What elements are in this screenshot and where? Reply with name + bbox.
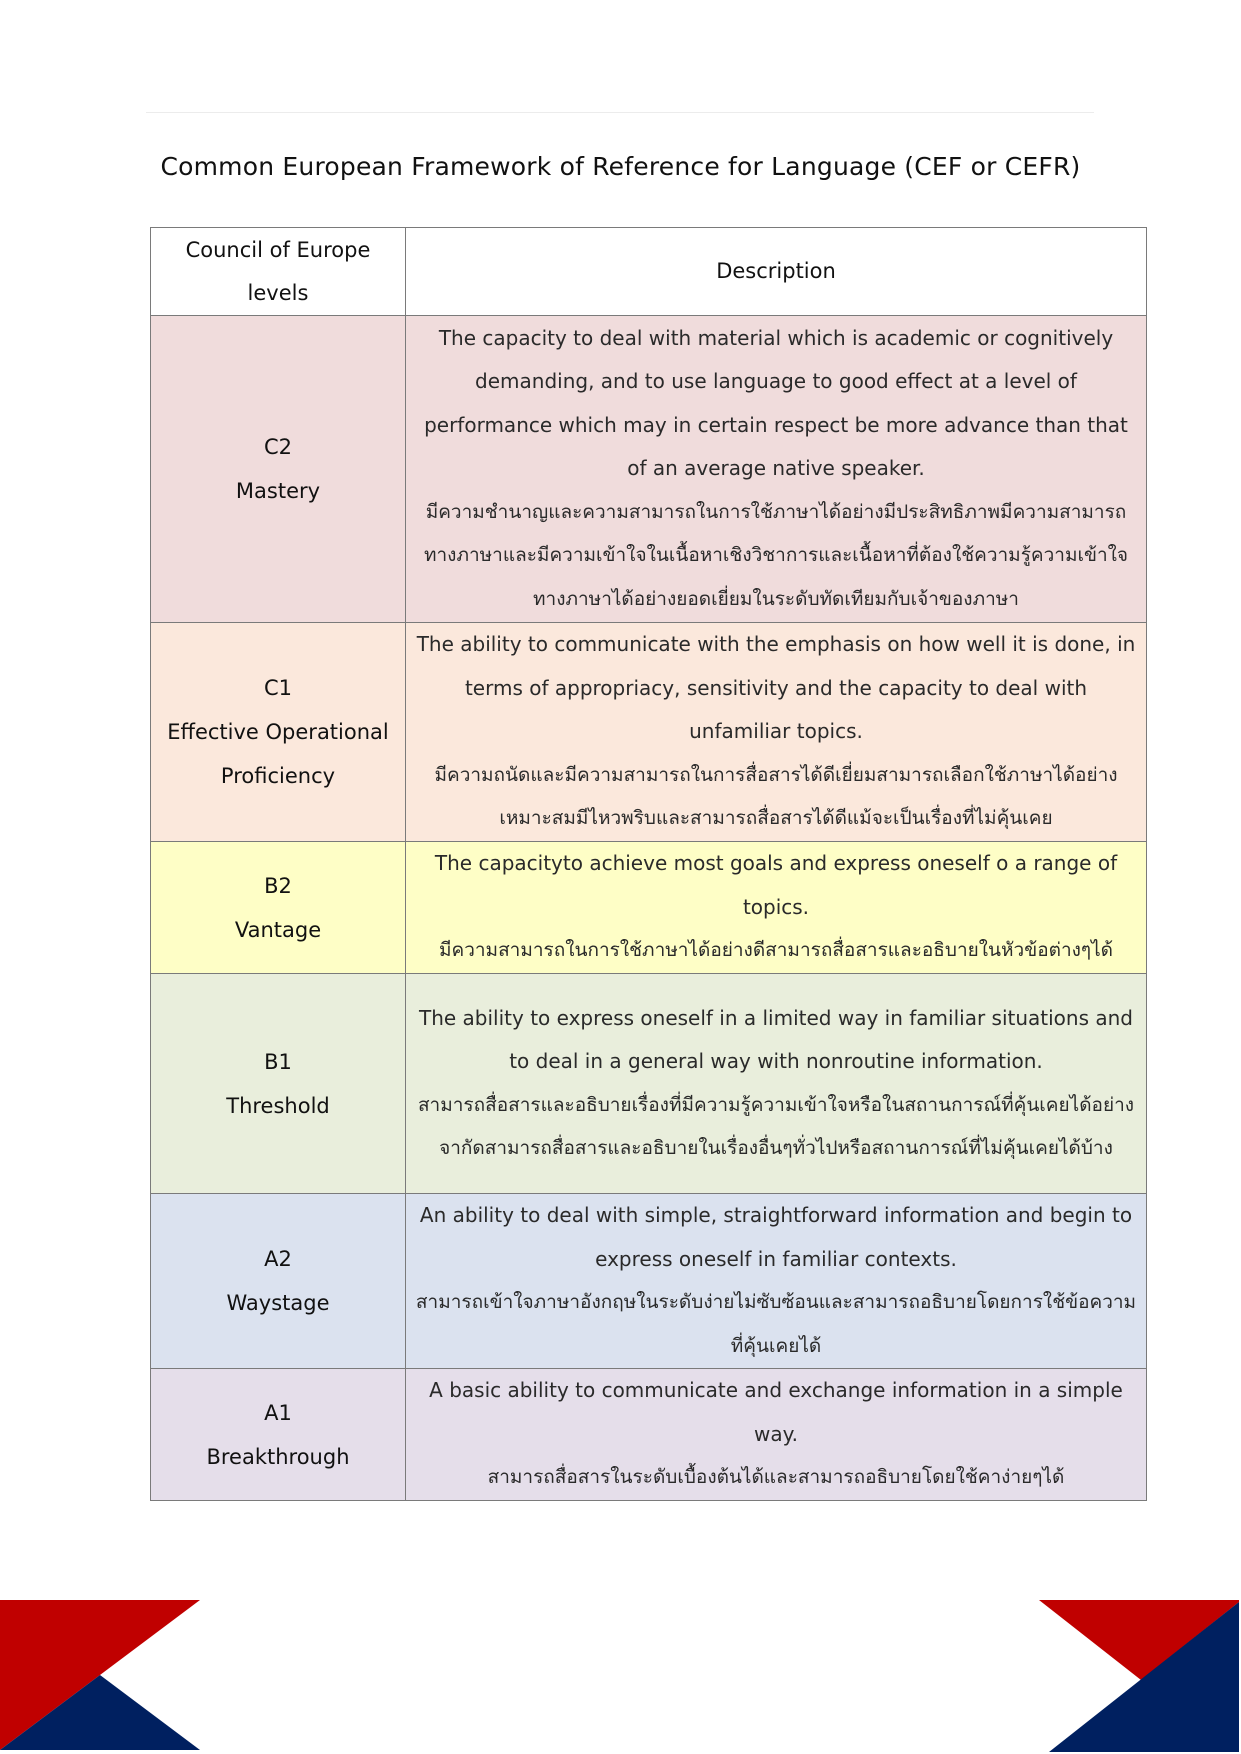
level-code: B2 bbox=[264, 873, 292, 898]
description-cell bbox=[406, 1369, 1147, 1501]
level-code: A2 bbox=[264, 1247, 292, 1271]
description-english: The capacity to deal with material which is academic or cognitively demanding, and to use language to good effect at a level of performance which may in certain respect be more advance than that of an average native speaker. bbox=[424, 325, 1128, 481]
level-cell bbox=[151, 974, 406, 1194]
description-english: The ability to communicate with the emphasis on how well it is done, in terms of appropriacy, sensitivity and the capacity to deal with unfamiliar topics. bbox=[416, 632, 1136, 744]
table-row-b1 bbox=[151, 974, 1147, 1194]
level-cell bbox=[151, 623, 406, 842]
level-name: Vantage bbox=[234, 917, 322, 942]
table-row-c2 bbox=[151, 316, 1147, 623]
description-cell bbox=[406, 623, 1147, 842]
corner-decoration-left bbox=[0, 1600, 202, 1752]
description-cell bbox=[406, 974, 1147, 1194]
level-cell bbox=[151, 316, 406, 623]
document-title: Common European Framework of Reference for Language (CEF or CEFR) bbox=[160, 152, 1081, 181]
description-thai: สามารถเข้าใจภาษาอังกฤษในระดับง่ายไม่ซับซ้อนและสามารถอธิบายโดยการใช้ข้อความที่คุ้นเคยได้ bbox=[415, 1291, 1137, 1357]
description-thai: มีความถนัดและมีความสามารถในการสื่อสารได้ดีเยี่ยมสามารถเลือกใช้ภาษาได้อย่างเหมาะสมมีไหวพริบและสามารถสื่อสารได้ดีแม้จะเป็นเรื่องที่ไม่คุ้นเคย bbox=[434, 763, 1118, 830]
level-name: Breakthrough bbox=[206, 1444, 350, 1469]
description-thai: มีความสามารถในการใช้ภาษาได้อย่างดีสามารถสื่อสารและอธิบายในหัวข้อต่างๆได้ bbox=[438, 939, 1114, 962]
table-header-row bbox=[151, 228, 1147, 316]
description-thai: สามารถสื่อสารในระดับเบื้องต้นได้และสามารถอธิบายโดยใช้คาง่ายๆได้ bbox=[487, 1466, 1065, 1489]
cefr-levels-table bbox=[150, 227, 1147, 1501]
description-english: The ability to express oneself in a limited way in familiar situations and to deal in a general way with nonroutine information. bbox=[418, 1005, 1133, 1073]
header-levels: Council of Europe levels bbox=[151, 228, 406, 316]
level-cell bbox=[151, 1194, 406, 1369]
description-cell bbox=[406, 1194, 1147, 1369]
table-row-a1 bbox=[151, 1369, 1147, 1501]
level-cell bbox=[151, 842, 406, 974]
level-name: Waystage bbox=[226, 1291, 330, 1315]
level-code: B1 bbox=[264, 1049, 292, 1074]
description-english: An ability to deal with simple, straightforward information and begin to express oneself in familiar contexts. bbox=[419, 1203, 1133, 1271]
table-row-a2 bbox=[151, 1194, 1147, 1369]
level-code: C1 bbox=[263, 676, 293, 700]
table-row-c1 bbox=[151, 623, 1147, 842]
description-cell bbox=[406, 316, 1147, 623]
header-rule bbox=[146, 112, 1094, 113]
header-description: Description bbox=[406, 228, 1147, 316]
description-thai: สามารถสื่อสารและอธิบายเรื่องที่มีความรู้ความเข้าใจหรือในสถานการณ์ที่คุ้นเคยได้อย่างจากัดสามารถสื่อสารและอธิบายในเรื่องอื่นๆทั่วไปหรือสถานการณ์ที่ไม่คุ้นเคยได้บ้าง bbox=[417, 1093, 1135, 1159]
level-name: Effective Operational Proficiency bbox=[167, 720, 389, 788]
table-row-b2 bbox=[151, 842, 1147, 974]
level-code: A1 bbox=[264, 1400, 292, 1425]
level-code: C2 bbox=[263, 435, 293, 459]
description-thai: มีความชำนาญและความสามารถในการใช้ภาษาได้อย่างมีประสิทธิภาพมีความสามารถทางภาษาและมีความเข้าใจในเนื้อหาเชิงวิชาการและเนื้อหาที่ต้องใช้ความรู้ความเข้าใจทางภาษาได้อย่างยอดเยี่ยมในระดับทัดเทียมกับเจ้าของภาษา bbox=[423, 500, 1129, 610]
description-cell bbox=[406, 842, 1147, 974]
corner-decoration-right bbox=[1037, 1600, 1239, 1752]
description-english: A basic ability to communicate and exchange information in a simple way. bbox=[429, 1378, 1123, 1446]
level-cell bbox=[151, 1369, 406, 1501]
level-name: Mastery bbox=[235, 479, 321, 503]
description-english: The capacityto achieve most goals and express oneself o a range of topics. bbox=[434, 851, 1118, 919]
level-name: Threshold bbox=[226, 1093, 330, 1118]
